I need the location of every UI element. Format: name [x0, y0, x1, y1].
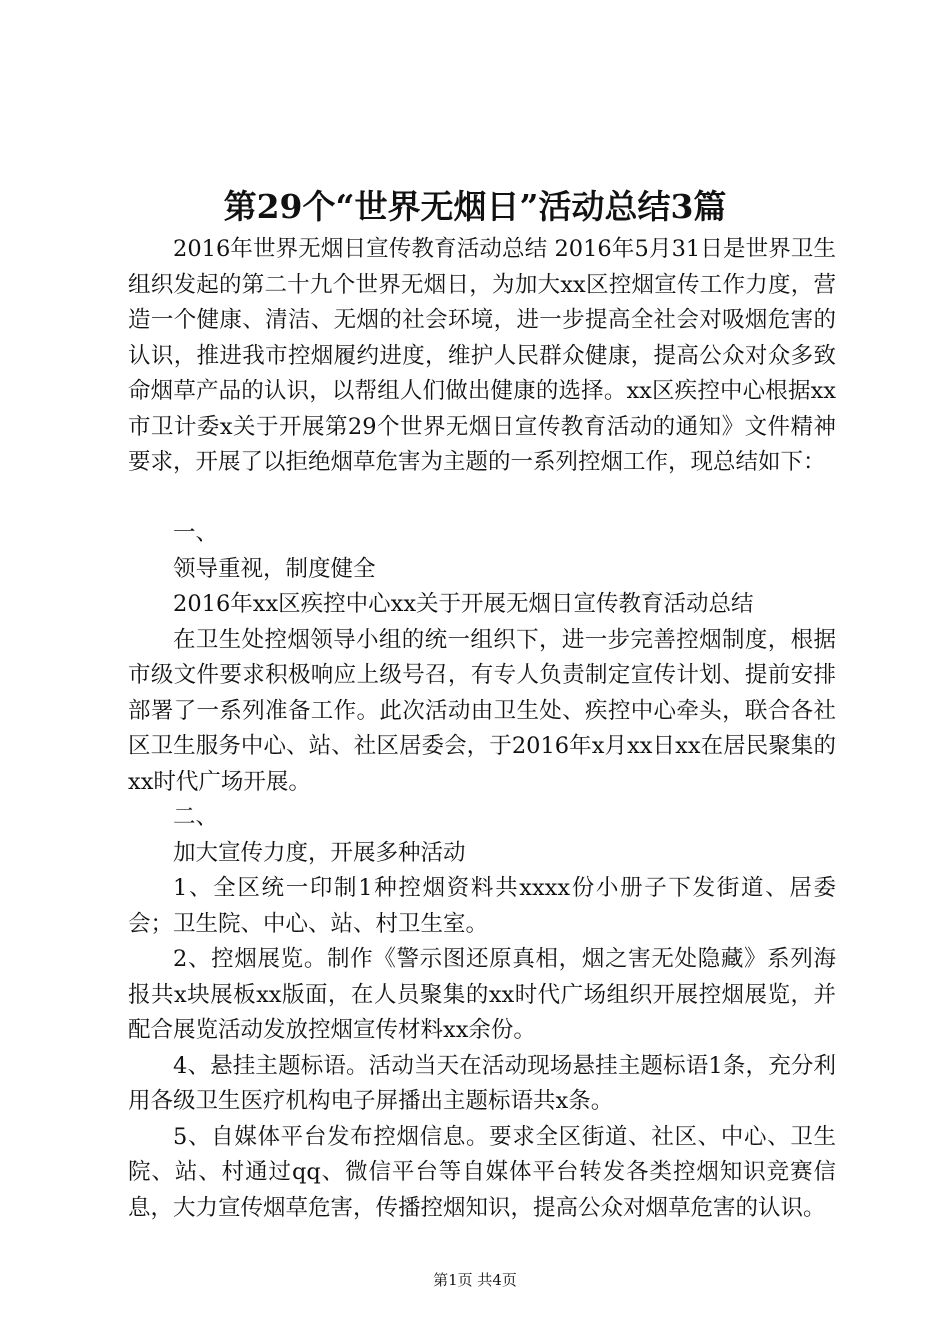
section-number-1: 一、 [173, 520, 219, 546]
document-body [128, 232, 836, 1226]
list-item-4: 4、悬挂主题标语。活动当天在活动现场悬挂主题标语1条，充分利用各级卫生医疗机构电子屏播出主题标语共x条。 [128, 1052, 836, 1114]
section-subtitle: 2016年xx区疾控中心xx关于开展无烟日宣传教育活动总结 [173, 591, 754, 617]
paragraph-spacer [128, 481, 836, 517]
list-item-5: 5、自媒体平台发布控烟信息。要求全区街道、社区、中心、卫生院、站、村通过qq、微信平台等自媒体平台转发各类控烟知识竞赛信息，大力宣传烟草危害，传播控烟知识，提高公众对烟草危害的认识。 [128, 1123, 836, 1221]
list-item-1: 1、全区统一印制1种控烟资料共xxxx份小册子下发街道、居委会；卫生院、中心、站、村卫生室。 [128, 875, 836, 937]
page-footer: 第1页 共4页 [433, 1271, 517, 1289]
section-1-paragraph: 在卫生处控烟领导小组的统一组织下，进一步完善控烟制度，根据市级文件要求积极响应上级号召，有专人负责制定宣传计划、提前安排部署了一系列准备工作。此次活动由卫生处、疾控中心牵头，联合各社区卫生服务中心、站、社区居委会，于2016年x月xx日xx在居民聚集的xx时代广场开展。 [128, 626, 836, 795]
section-heading-2: 加大宣传力度，开展多种活动 [173, 839, 466, 866]
intro-paragraph: 2016年世界无烟日宣传教育活动总结 2016年5月31日是世界卫生组织发起的第二十九个世界无烟日，为加大xx区控烟宣传工作力度，营造一个健康、清洁、无烟的社会环境，进一步提高全社会对吸烟危害的认识，推进我市控烟履约进度，维护人民群众健康，提高公众对众多致命烟草产品的认识，以帮组人们做出健康的选择。xx区疾控中心根据xx市卫计委x关于开展第29个世界无烟日宣传教育活动的通知》文件精神要求，开展了以拒绝烟草危害为主题的一系列控烟工作，现总结如下： [128, 236, 836, 475]
section-heading-1: 领导重视，制度健全 [173, 555, 376, 582]
list-item-2: 2、控烟展览。制作《警示图还原真相，烟之害无处隐藏》系列海报共x块展板xx版面，在人员聚集的xx时代广场组织开展控烟展览，并配合展览活动发放控烟宣传材料xx余份。 [128, 946, 836, 1043]
section-number-2: 二、 [173, 804, 219, 830]
document-title: 第29个“世界无烟日”活动总结3篇 [223, 187, 727, 226]
